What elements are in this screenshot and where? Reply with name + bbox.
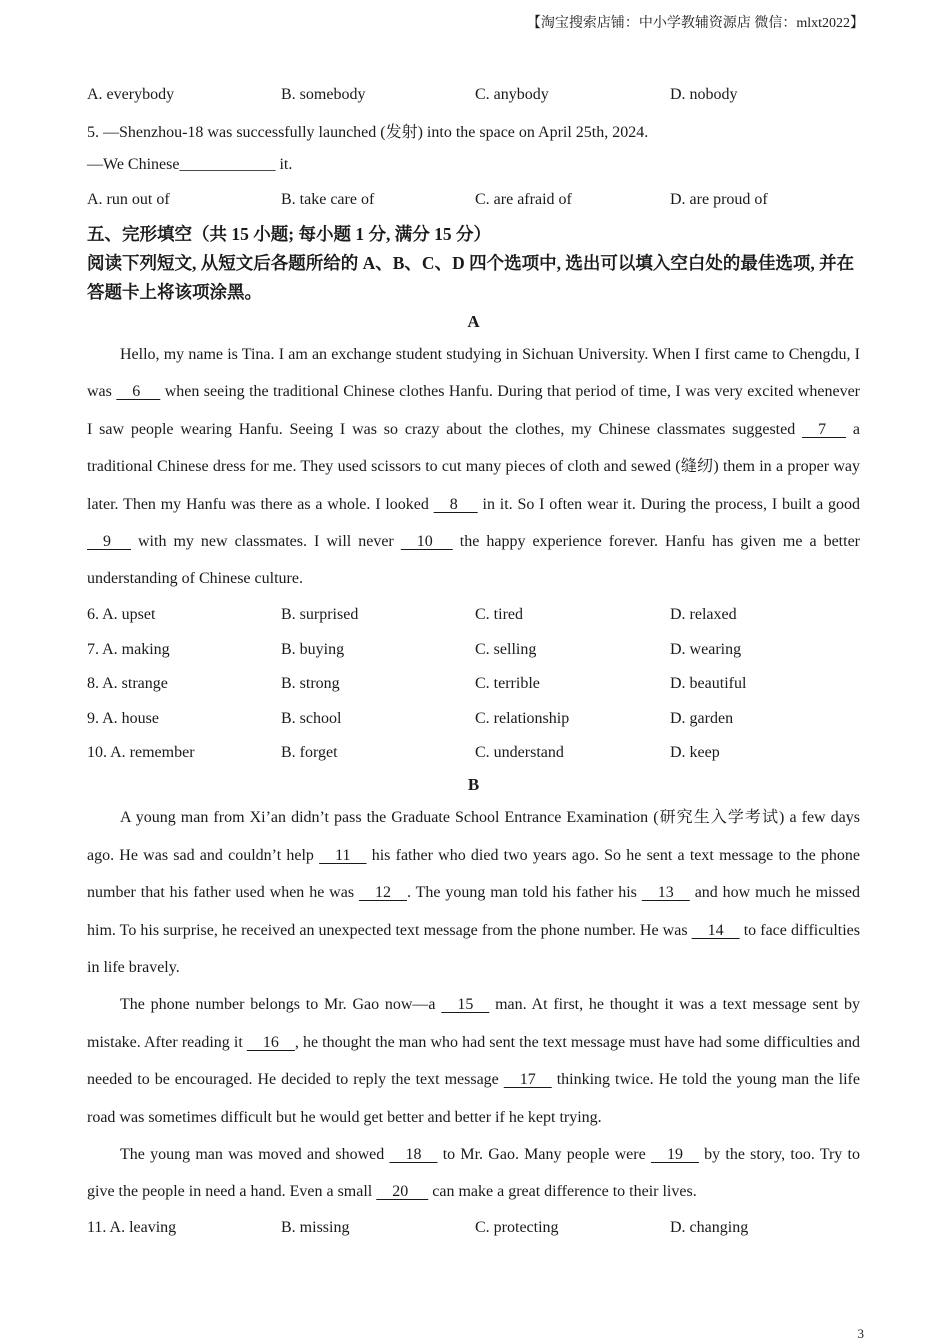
option-c: C. are afraid of <box>475 190 572 208</box>
option-c: C. relationship <box>475 709 570 727</box>
q4-options <box>87 78 860 113</box>
option-d: D. keep <box>670 744 720 762</box>
passage-text: . The young man told his father his <box>406 884 642 902</box>
q5-response-post: it. <box>275 156 293 173</box>
option-a: 6. A. upset <box>87 606 156 624</box>
q5-stem: 5. —Shenzhou-18 was successfully launched (发射) into the space on April 25th, 2024. <box>87 123 649 141</box>
blank-9: 9 <box>87 533 131 551</box>
blank-17: 17 <box>503 1071 552 1089</box>
option-a: A. everybody <box>87 86 175 104</box>
question-row <box>87 632 860 667</box>
option-d: D. relaxed <box>670 606 737 624</box>
question-row <box>87 701 860 736</box>
blank-10: 10 <box>400 533 453 551</box>
passage-text: when seeing the traditional Chinese clothes Hanfu. During that period of time, I was very excited whenever I saw people wearing Hanfu. Seeing I was so crazy about the clothes, my Chinese classmates suggested <box>87 383 864 438</box>
passage-text: can make a great difference to their lives. <box>428 1183 697 1201</box>
passage-text: Hello, my name is Tina. I am an exchange student studying in Sichuan University. When I first came to Chengdu, I was <box>87 346 864 401</box>
page-header: 【淘宝搜索店铺：中小学教辅资源店 微信：mlxt2022】 <box>526 16 864 31</box>
passage-text: , he thought the man who had sent the text message must have had some difficulties and needed to be encouraged. He decided to reply the text message <box>87 1033 864 1089</box>
passage-a-heading: A <box>467 312 480 331</box>
passage-b-heading: B <box>467 775 480 795</box>
q5-blank: ____________ <box>179 156 276 173</box>
option-c: C. selling <box>475 640 537 658</box>
page-number: 3 <box>857 1326 864 1341</box>
passage-text: with my new classmates. I will never <box>131 533 401 551</box>
option-d: D. changing <box>670 1219 749 1237</box>
passage-text: his father who died two years ago. So he sent a text message to the phone number that his father used when he was <box>87 846 864 902</box>
question-row <box>87 598 860 633</box>
option-c: C. anybody <box>475 86 549 104</box>
blank-14: 14 <box>691 921 740 939</box>
question-row <box>87 736 860 771</box>
section-instruction: 阅读下列短文, 从短文后各题所给的 A、B、C、D 四个选项中, 选出可以填入空白处的最佳选项, 并在答题卡上将该项涂黑。 <box>87 253 855 302</box>
option-b: B. take care of <box>281 190 375 208</box>
q5-response <box>87 148 860 183</box>
passage-b-paragraph-3 <box>87 1136 864 1211</box>
document-body <box>87 78 865 1245</box>
blank-8: 8 <box>433 495 478 513</box>
question-row <box>87 667 860 702</box>
option-b: B. surprised <box>281 606 359 624</box>
option-d: D. garden <box>670 709 734 727</box>
passage-text: The phone number belongs to Mr. Gao now—a <box>120 996 442 1014</box>
option-a: A. run out of <box>87 190 170 208</box>
passage-text: by the story, too. Try to give the people in need a hand. Even a small <box>87 1146 864 1201</box>
passage-text: the happy experience forever. Hanfu has given me a better understanding of Chinese culture. <box>87 533 865 588</box>
blank-13: 13 <box>641 884 690 902</box>
passage-text: in it. So I often wear it. During the process, I built a good <box>477 495 864 513</box>
blank-11: 11 <box>319 846 367 864</box>
option-d: D. nobody <box>670 86 738 104</box>
option-c: C. tired <box>475 606 523 624</box>
passage-text: to Mr. Gao. Many people were <box>437 1146 651 1163</box>
blank-15: 15 <box>441 996 490 1014</box>
option-b: B. missing <box>281 1219 350 1237</box>
blank-20: 20 <box>376 1183 429 1201</box>
passage-b-paragraph-2 <box>87 986 864 1136</box>
blank-7: 7 <box>802 420 847 438</box>
option-a: 11. A. leaving <box>87 1219 177 1237</box>
passage-a <box>87 336 865 598</box>
option-a: 9. A. house <box>87 709 159 727</box>
blank-12: 12 <box>358 884 407 902</box>
option-c: C. terrible <box>475 675 540 693</box>
passage-text: a traditional Chinese dress for me. They used scissors to cut many pieces of cloth and sewed (缝纫) them in a proper way later. Then my Hanfu was there as a whole. I looked <box>87 420 864 513</box>
passage-b-paragraph-1 <box>87 799 865 986</box>
blank-6: 6 <box>116 383 161 401</box>
option-b: B. strong <box>281 675 340 693</box>
blank-16: 16 <box>246 1033 295 1051</box>
question-row <box>87 1211 860 1246</box>
section-title: 五、完形填空（共 15 小题; 每小题 1 分, 满分 15 分） <box>87 224 491 244</box>
option-c: C. protecting <box>475 1219 559 1237</box>
option-a: 10. A. remember <box>87 744 195 762</box>
blank-19: 19 <box>650 1146 699 1163</box>
option-a: 7. A. making <box>87 640 170 658</box>
blank-18: 18 <box>389 1146 438 1163</box>
q5-response-pre: —We Chinese <box>87 156 180 173</box>
option-b: B. school <box>281 709 342 727</box>
passage-text: A young man from Xi’an didn’t pass the Graduate School Entrance Examination (研究生入学考试) a few days ago. He was sad and couldn’t help <box>87 809 864 864</box>
passage-text: and how much he missed him. To his surprise, he received an unexpected text message from the phone number. He was <box>87 884 865 939</box>
passage-text: thinking twice. He told the young man the life road was sometimes difficult but he would get better and better if he kept trying. <box>87 1071 864 1126</box>
option-d: D. beautiful <box>670 675 747 693</box>
option-d: D. are proud of <box>670 190 768 208</box>
passage-text: The young man was moved and showed <box>120 1146 390 1163</box>
option-c: C. understand <box>475 744 564 762</box>
option-b: B. somebody <box>281 86 366 104</box>
q5-options <box>87 183 860 218</box>
passage-text: to face difficulties in life bravely. <box>87 921 864 976</box>
option-a: 8. A. strange <box>87 675 168 693</box>
option-d: D. wearing <box>670 640 742 658</box>
option-b: B. buying <box>281 640 345 658</box>
option-b: B. forget <box>281 744 338 762</box>
passage-text: man. At first, he thought it was a text message sent by mistake. After reading it <box>87 996 864 1051</box>
